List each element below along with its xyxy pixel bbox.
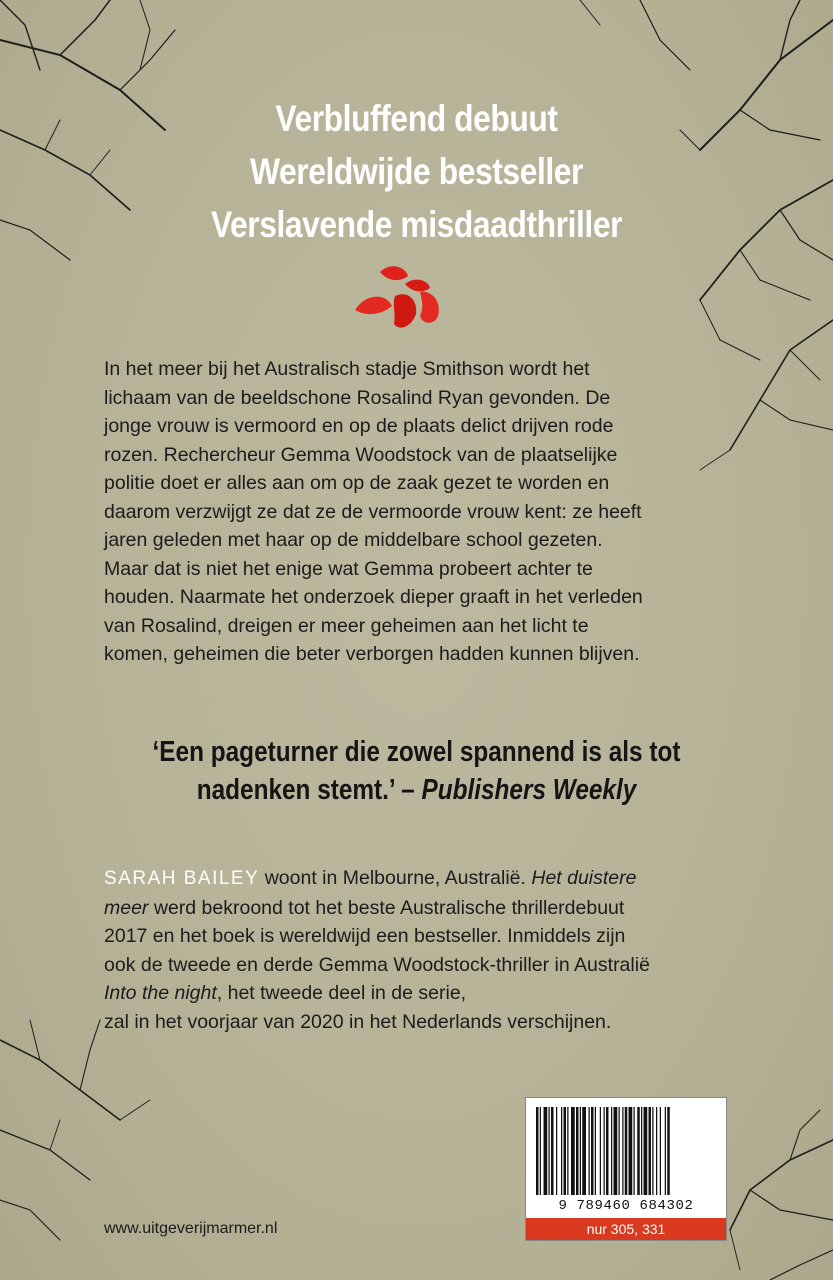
barcode-bar bbox=[644, 1107, 648, 1195]
author-bio bbox=[104, 864, 729, 1036]
blurb-line: komen, geheimen die beter verborgen hadden kunnen blijven. bbox=[104, 643, 640, 665]
barcode-bar bbox=[549, 1107, 550, 1195]
blurb-line: Maar dat is niet het enige wat Gemma probeert achter te bbox=[104, 557, 593, 580]
barcode-bar bbox=[595, 1107, 596, 1195]
barcode-bar bbox=[551, 1107, 554, 1195]
barcode-bar bbox=[556, 1107, 557, 1195]
barcode-bar bbox=[625, 1107, 628, 1195]
bio-line-5 bbox=[104, 979, 729, 1008]
bio-text: , het tweede deel in de serie, bbox=[216, 982, 467, 1004]
barcode-bar bbox=[606, 1107, 609, 1195]
barcode bbox=[534, 1107, 718, 1197]
barcode-bar bbox=[604, 1107, 605, 1195]
blurb-line: jonge vrouw is vermoord en op de plaats delict drijven rode bbox=[104, 415, 614, 437]
bio-line-3: 2017 en het boek is wereldwijd een bestseller. Inmiddels zijn bbox=[104, 925, 626, 947]
barcode-bar bbox=[622, 1107, 623, 1195]
barcode-bar bbox=[564, 1107, 567, 1195]
author-name: SARAH BAILEY bbox=[104, 868, 260, 889]
barcode-bar bbox=[576, 1107, 579, 1195]
nur-code: nur 305, 331 bbox=[526, 1218, 726, 1240]
barcode-bar bbox=[641, 1107, 642, 1195]
headline-block bbox=[0, 92, 833, 251]
blurb-paragraph bbox=[104, 355, 729, 669]
blurb-line: In het meer bij het Australisch stadje Smithson wordt het bbox=[104, 358, 590, 380]
barcode-bar bbox=[656, 1107, 657, 1195]
barcode-bar bbox=[582, 1107, 586, 1195]
publisher-website: www.uitgeverijmarmer.nl bbox=[104, 1220, 278, 1237]
quote-line-1: ‘Een pageturner die zowel spannend is als tot bbox=[152, 736, 681, 768]
barcode-bar bbox=[571, 1107, 575, 1195]
book-title: meer bbox=[104, 896, 149, 919]
review-quote bbox=[0, 733, 833, 809]
barcode-bar bbox=[660, 1107, 661, 1195]
barcode-bar bbox=[652, 1107, 653, 1195]
headline-1: Verbluffend debuut bbox=[275, 98, 558, 139]
bio-line-1 bbox=[104, 864, 729, 894]
headline-2: Wereldwijde bestseller bbox=[249, 151, 584, 192]
sequel-title: Into the night bbox=[104, 982, 217, 1004]
barcode-bar bbox=[589, 1107, 590, 1195]
barcode-bar bbox=[629, 1107, 633, 1195]
barcode-bar bbox=[619, 1107, 620, 1195]
barcode-bar bbox=[614, 1107, 618, 1195]
book-title: Het duistere bbox=[531, 867, 637, 889]
barcode-bar bbox=[634, 1107, 635, 1195]
barcode-bar bbox=[540, 1107, 541, 1195]
bio-text: werd bekroond tot het beste Australische thrillerdebuut bbox=[148, 896, 625, 919]
barcode-bar bbox=[544, 1107, 548, 1195]
quote-text: nadenken stemt.’ – bbox=[196, 774, 422, 806]
rose-petals-icon bbox=[350, 262, 445, 334]
bio-line-4: ook de tweede en derde Gemma Woodstock-thriller in Australië bbox=[104, 953, 650, 976]
blurb-line: rozen. Rechercheur Gemma Woodstock van de plaatselijke bbox=[104, 443, 618, 466]
barcode-bar bbox=[637, 1107, 640, 1195]
blurb-line: daarom verzwijgt ze dat ze de vermoorde vrouw kent: ze heeft bbox=[104, 500, 642, 523]
bio-line-6: zal in het voorjaar van 2020 in het Nederlands verschijnen. bbox=[104, 1010, 612, 1033]
quote-source: Publishers Weekly bbox=[421, 774, 637, 806]
barcode-bar bbox=[665, 1107, 666, 1195]
bio-text: woont in Melbourne, Australië. bbox=[259, 867, 532, 889]
barcode-bar bbox=[649, 1107, 652, 1195]
barcode-bar bbox=[600, 1107, 601, 1195]
blurb-line: jaren geleden met haar op de middelbare school gezeten. bbox=[104, 529, 603, 551]
blurb-line: houden. Naarmate het onderzoek dieper graaft in het verleden bbox=[104, 586, 643, 608]
barcode-bar bbox=[591, 1107, 594, 1195]
barcode-bar bbox=[567, 1107, 568, 1195]
barcode-bar bbox=[667, 1107, 670, 1195]
barcode-bar bbox=[536, 1107, 539, 1195]
quote-line-2 bbox=[67, 771, 767, 809]
blurb-line: van Rosalind, dreigen er meer geheimen aan het licht te bbox=[104, 614, 589, 637]
isbn-number: 9 789460 684302 bbox=[558, 1198, 694, 1214]
barcode-bar bbox=[580, 1107, 581, 1195]
blurb-line: lichaam van de beeldschone Rosalind Ryan gevonden. De bbox=[104, 386, 611, 409]
barcode-bar bbox=[561, 1107, 562, 1195]
barcode-label bbox=[525, 1097, 727, 1241]
bio-line-2 bbox=[104, 894, 729, 923]
blurb-line: politie doet er alles aan om op de zaak gezet te worden en bbox=[104, 472, 610, 494]
headline-3: Verslavende misdaadthriller bbox=[210, 204, 623, 245]
barcode-bar bbox=[611, 1107, 612, 1195]
